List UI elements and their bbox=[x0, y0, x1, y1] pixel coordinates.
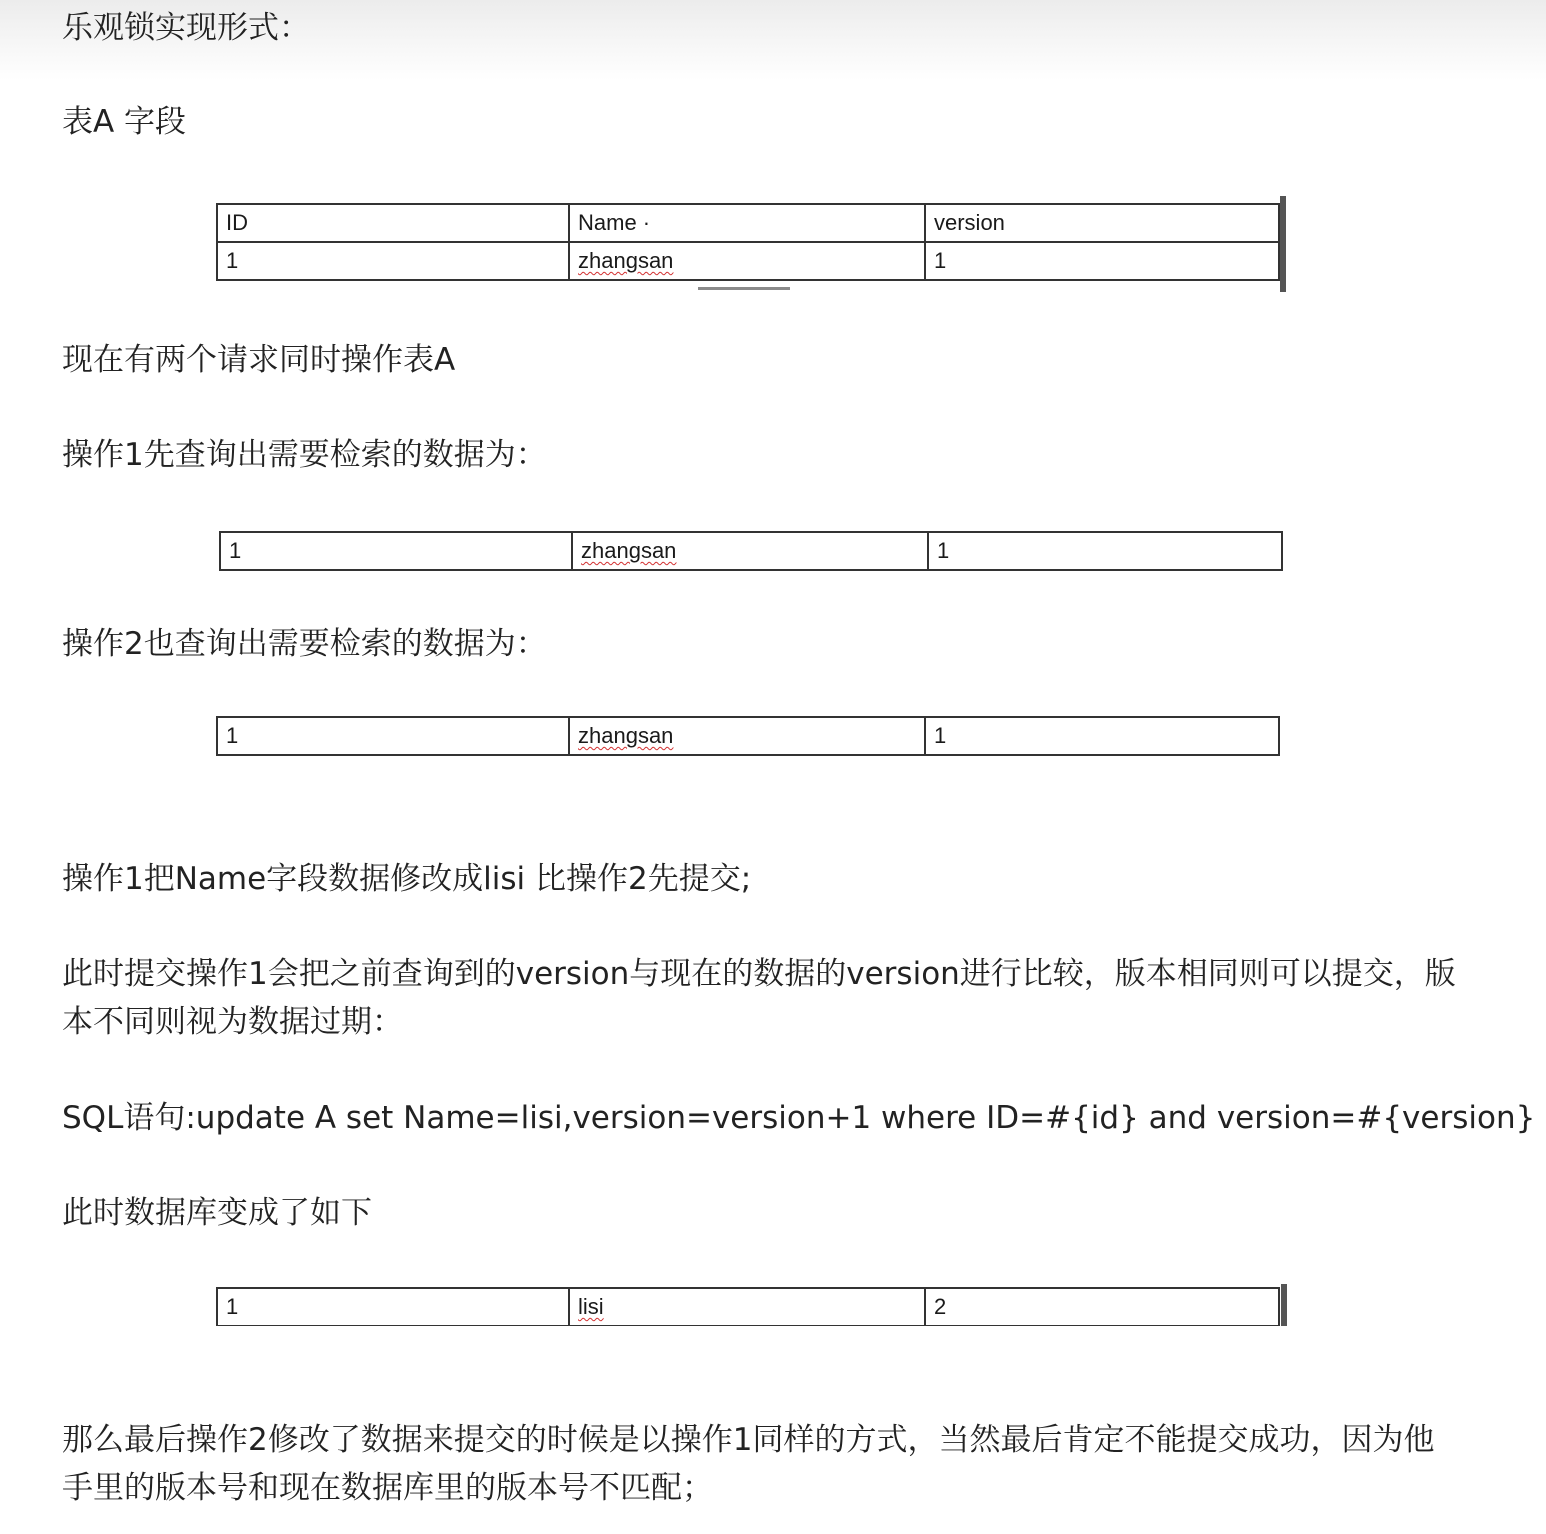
table-cell: 1 bbox=[928, 532, 1282, 570]
table-cell: 1 bbox=[217, 717, 569, 755]
table-cell bbox=[569, 242, 925, 280]
paragraph-version-compare: 此时提交操作1会把之前查询到的version与现在的数据的version进行比较，版本相同则可以提交，版本不同则视为数据过期： bbox=[62, 956, 1456, 1040]
table-cell bbox=[572, 532, 928, 570]
table-cell bbox=[569, 1288, 925, 1326]
table-schema-image bbox=[216, 203, 1280, 281]
table-cell: Name · bbox=[569, 204, 925, 242]
table-cell: 1 bbox=[217, 242, 569, 280]
paragraph-database-changed: 此时数据库变成了如下 bbox=[62, 1195, 372, 1231]
misspelled-word: lisi bbox=[578, 1294, 604, 1319]
table-cell: 1 bbox=[220, 532, 572, 570]
table-cell: 1 bbox=[925, 717, 1279, 755]
paragraph-conclusion: 那么最后操作2修改了数据来提交的时候是以操作1同样的方式，当然最后肯定不能提交成功，因为他手里的版本号和现在数据库里的版本号不匹配； bbox=[62, 1422, 1435, 1506]
table-cell: 1 bbox=[925, 242, 1279, 280]
misspelled-word: zhangsan bbox=[578, 248, 674, 273]
table-cell: version bbox=[925, 204, 1279, 242]
table-row bbox=[217, 204, 1279, 242]
table-after-image bbox=[216, 1287, 1280, 1326]
table-edge-bar bbox=[1280, 196, 1286, 292]
table-cell: 2 bbox=[925, 1288, 1279, 1326]
table-cell: ID bbox=[217, 204, 569, 242]
table-row bbox=[217, 717, 1279, 755]
table-under-mark bbox=[698, 287, 790, 290]
paragraph-op2-query: 操作2也查询出需要检索的数据为： bbox=[62, 626, 547, 662]
table-after-clip bbox=[216, 1287, 1288, 1326]
paragraph-op1-modify: 操作1把Name字段数据修改成lisi 比操作2先提交; bbox=[62, 861, 752, 897]
paragraph-table-fields: 表A 字段 bbox=[62, 104, 187, 140]
table-cell bbox=[569, 717, 925, 755]
misspelled-word: zhangsan bbox=[581, 538, 677, 563]
table-row bbox=[217, 1288, 1279, 1326]
table-row bbox=[217, 242, 1279, 280]
paragraph-two-requests: 现在有两个请求同时操作表A bbox=[62, 342, 456, 378]
paragraph-op1-query: 操作1先查询出需要检索的数据为： bbox=[62, 437, 547, 473]
paragraph-sql-statement: SQL语句:update A set Name=lisi,version=version+1 where ID=#{id} and version=#{version} bbox=[62, 1100, 1536, 1136]
table-op1-image bbox=[219, 531, 1283, 571]
table-cell: 1 bbox=[217, 1288, 569, 1326]
misspelled-word: zhangsan bbox=[578, 723, 674, 748]
table-op2-image bbox=[216, 716, 1280, 756]
table-row bbox=[220, 532, 1282, 570]
heading-optimistic-lock: 乐观锁实现形式： bbox=[62, 10, 310, 46]
table-edge-bar bbox=[1281, 1284, 1287, 1326]
